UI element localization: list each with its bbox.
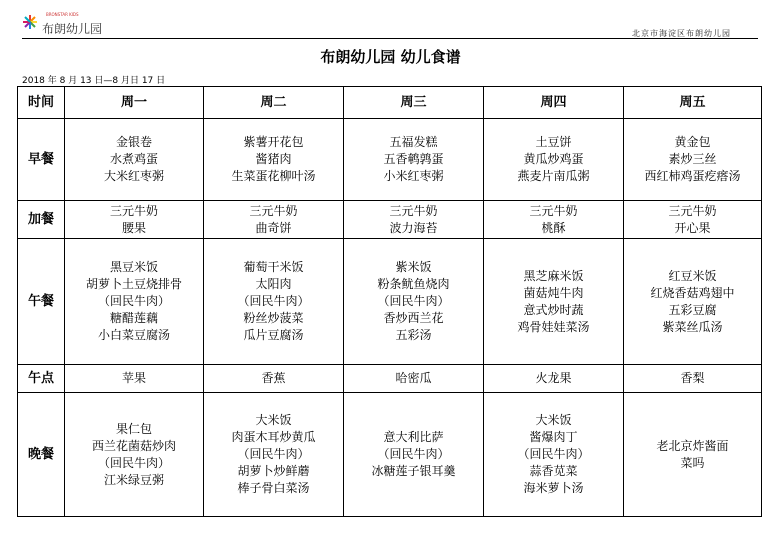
dish-item: 粉丝炒菠菜 — [243, 311, 304, 325]
dish-item: 生菜蛋花柳叶汤 — [231, 169, 316, 183]
day-header: 周一 — [65, 87, 204, 119]
dish-item: 波力海苔 — [389, 220, 438, 235]
meal-row — [18, 119, 762, 201]
dish-item: 水煮鸡蛋 — [109, 152, 158, 166]
dish-item: 五香鹌鹑蛋 — [383, 152, 444, 166]
meal-label: 早餐 — [18, 119, 65, 201]
dish-item: （回民牛肉） — [97, 455, 170, 470]
dish-item: 大米红枣粥 — [103, 169, 164, 183]
dish-item: 紫薯开花包 — [243, 135, 304, 149]
dish-item: 胡萝卜土豆烧排骨 — [85, 277, 182, 291]
dish-item: 葡萄干米饭 — [243, 260, 304, 274]
meal-cell — [344, 201, 484, 239]
dish-item: 腰果 — [121, 220, 146, 235]
meal-label: 加餐 — [18, 201, 65, 239]
dish-item: 冰糖莲子银耳羹 — [371, 464, 456, 478]
dish-item: 糖醋莲藕 — [109, 311, 158, 325]
meal-cell — [484, 201, 624, 239]
meal-cell — [344, 239, 484, 365]
meal-cell — [204, 201, 344, 239]
meal-cell — [624, 201, 762, 239]
dish-item: （回民牛肉） — [517, 447, 590, 461]
dish-item: 香蕉 — [261, 371, 286, 385]
dish-item: 五福发糕 — [389, 135, 438, 149]
header-rule — [22, 38, 758, 39]
dish-item: （回民牛肉） — [377, 294, 450, 308]
meal-cell — [344, 393, 484, 517]
dish-item: 燕麦片南瓜粥 — [517, 169, 590, 183]
dish-item: 五彩汤 — [395, 328, 432, 342]
dish-item: 三元牛奶 — [389, 203, 438, 218]
dish-item: 意大利比萨 — [383, 430, 444, 444]
dish-item: 黑豆米饭 — [109, 260, 158, 274]
dish-item: 酱爆肉丁 — [529, 430, 578, 444]
dish-item: 太阳肉 — [255, 277, 292, 291]
meal-cell — [624, 393, 762, 517]
dish-item: 黄瓜炒鸡蛋 — [523, 152, 584, 166]
dish-item: 金银卷 — [115, 135, 152, 149]
dish-item: 意式炒时蔬 — [523, 302, 584, 317]
meal-cell — [204, 393, 344, 517]
school-name-header: 北京市海淀区布朗幼儿园 — [632, 29, 731, 38]
dish-item: 蒜香苋菜 — [529, 464, 578, 478]
logo-name: 布朗幼儿园 — [42, 22, 103, 36]
meal-cell — [65, 365, 204, 393]
dish-item: 黑芝麻米饭 — [523, 268, 584, 283]
dish-item: 西兰花菌菇炒肉 — [91, 438, 176, 453]
dish-item: 三元牛奶 — [529, 203, 578, 218]
dish-item: 五彩豆腐 — [668, 302, 717, 317]
meal-row — [18, 393, 762, 517]
dish-item: 西红柿鸡蛋疙瘩汤 — [644, 169, 741, 183]
day-header: 周四 — [484, 87, 624, 119]
dish-item: 香梨 — [680, 371, 705, 385]
meal-cell — [484, 365, 624, 393]
dish-item: 老北京炸酱面 — [656, 438, 729, 453]
dish-item: （回民牛肉） — [237, 447, 310, 461]
dish-item: 江米绿豆粥 — [103, 472, 164, 487]
dish-item: 三元牛奶 — [109, 203, 158, 218]
dish-item: 肉蛋木耳炒黄瓜 — [231, 430, 316, 444]
menu-table — [17, 86, 762, 517]
dish-item: 紫菜丝瓜汤 — [662, 319, 723, 334]
dish-item: 酱猪肉 — [255, 152, 292, 166]
meal-cell — [204, 365, 344, 393]
dish-item: 红烧香菇鸡翅中 — [650, 285, 735, 300]
dish-item: 菜吗 — [680, 455, 705, 470]
meal-cell — [65, 201, 204, 239]
dish-item: 小米红枣粥 — [383, 169, 444, 183]
corner-cell: 时间 — [18, 87, 65, 119]
meal-row — [18, 365, 762, 393]
dish-item: （回民牛肉） — [377, 447, 450, 461]
dish-item: 苹果 — [121, 371, 146, 385]
meal-cell — [484, 239, 624, 365]
meal-cell — [484, 119, 624, 201]
dish-item: （回民牛肉） — [237, 294, 310, 308]
dish-item: 粉条鱿鱼烧肉 — [377, 277, 450, 291]
dish-item: 海米萝卜汤 — [523, 481, 584, 495]
page-title: 布朗幼儿园 幼儿食谱 — [320, 48, 461, 66]
dish-item: 黄金包 — [674, 135, 711, 149]
dish-item: 菌菇炖牛肉 — [523, 285, 584, 300]
dish-item: 香炒西兰花 — [383, 311, 444, 325]
logo-tagline: BRONSTAR KIDS — [46, 12, 79, 17]
meal-cell — [484, 393, 624, 517]
day-header: 周二 — [204, 87, 344, 119]
dish-item: 胡萝卜炒鲜蘑 — [237, 464, 310, 478]
dish-item: 果仁包 — [115, 421, 152, 436]
dish-item: 大米饭 — [255, 413, 292, 427]
dish-item: 土豆饼 — [535, 135, 572, 149]
meal-cell — [624, 119, 762, 201]
dish-item: 火龙果 — [535, 371, 572, 385]
dish-item: 三元牛奶 — [668, 203, 717, 218]
dish-item: （回民牛肉） — [97, 294, 170, 308]
dish-item: 棒子骨白菜汤 — [237, 481, 310, 495]
dish-item: 开心果 — [674, 220, 711, 235]
dish-item: 三元牛奶 — [249, 203, 298, 218]
date-range: 2018 年 8 月 13 日—8 月日 17 日 — [22, 76, 166, 86]
sunburst-icon — [22, 14, 38, 30]
meal-cell — [624, 365, 762, 393]
meal-cell — [65, 119, 204, 201]
meal-cell — [65, 239, 204, 365]
dish-item: 瓜片豆腐汤 — [243, 328, 304, 342]
meal-cell — [204, 239, 344, 365]
dish-item: 素炒三丝 — [668, 152, 717, 166]
meal-cell — [344, 119, 484, 201]
meal-label: 晚餐 — [18, 393, 65, 517]
dish-item: 大米饭 — [535, 413, 572, 427]
meal-label: 午餐 — [18, 239, 65, 365]
dish-item: 紫米饭 — [395, 260, 432, 274]
meal-row — [18, 239, 762, 365]
dish-item: 鸡骨娃娃菜汤 — [517, 319, 590, 334]
dish-item: 小白菜豆腐汤 — [97, 328, 170, 342]
day-header: 周三 — [344, 87, 484, 119]
meal-cell — [65, 393, 204, 517]
dish-item: 红豆米饭 — [668, 268, 717, 283]
meal-cell — [344, 365, 484, 393]
meal-cell — [204, 119, 344, 201]
meal-cell — [624, 239, 762, 365]
meal-row — [18, 201, 762, 239]
meal-label: 午点 — [18, 365, 65, 393]
school-logo — [22, 12, 103, 36]
dish-item: 曲奇饼 — [255, 220, 292, 235]
dish-item: 哈密瓜 — [395, 371, 432, 385]
header-row — [18, 87, 762, 119]
dish-item: 桃酥 — [541, 220, 566, 235]
day-header: 周五 — [624, 87, 762, 119]
